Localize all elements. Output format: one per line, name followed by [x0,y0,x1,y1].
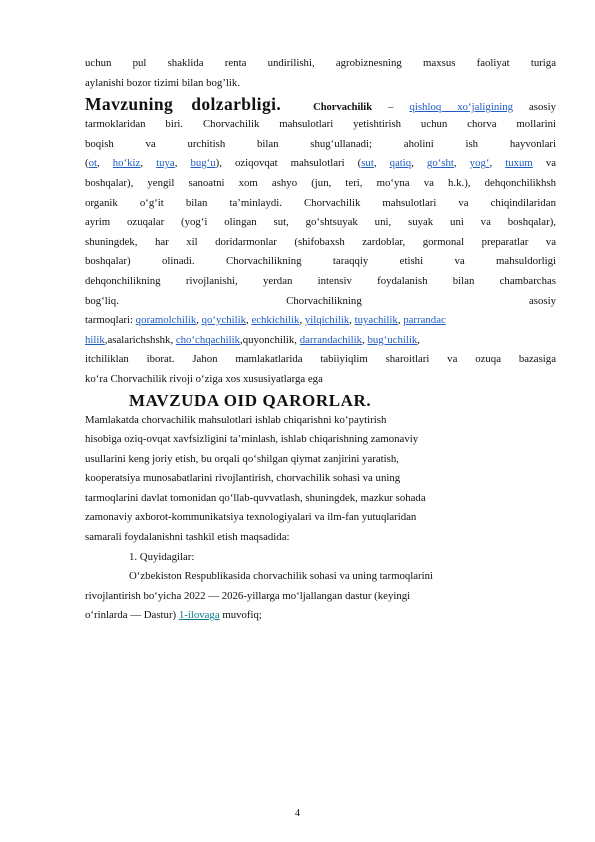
paragraph-line: boshqalar) olinadi. Chorvachilikning taraqqiy etishi va mahsuldorligi [85,255,556,268]
link-gosht[interactable]: go‘sht [426,157,454,170]
link-ot[interactable]: ot [88,157,98,170]
paragraph-line [85,292,556,312]
text-run: ), oziqovqat mahsulotlari ( [215,157,362,170]
word: Chorvachilikning [286,294,362,307]
section-heading-decisions: MAVZUDA OID QARORLAR. [129,390,372,410]
paragraph-line: hilik,asalarichshshk, cho‘chqachilik,quyonchilik, darrandachilik, bug‘uchilik, [85,333,420,346]
text-run: ( [85,157,89,170]
heading-relevance: Mavzuning dolzarbligi. [85,94,282,115]
paragraph-line: tarmoklaridan biri. Chorvachilik mahsulotlari yetishtirish uchun chorva mollarini [85,118,556,131]
text-run: muvofiq; [219,609,262,622]
paragraph-line: tarmoqlari: qoramolchilik, qo‘ychilik, echkichilik, yilqichilik, tuyachilik, parrandac [85,314,446,327]
link-parrandachilik-cont[interactable]: hilik [85,333,105,346]
paragraph-line: tarmoqlarini davlat tomonidan qo‘llab-quvvatlash, shuningdek, mazkur sohada [85,491,426,504]
paragraph-line [85,606,556,626]
link-yog[interactable]: yog‘ [469,157,490,170]
link-appendix-1[interactable]: 1-ilovaga [178,609,220,622]
paragraph-line: ayrim ozuqalar (yog‘i olingan sut, go‘shtsuyak uni, suyak uni va boshqalar), [85,216,556,229]
paragraph-line: itchiliklan iborat. Jahon mamlakatlarida tabiiyiqlim sharoitlari va ozuqa bazasiga [85,353,556,366]
link-agriculture[interactable]: qishloq xo‘jaligining [409,101,514,114]
paragraph-line: boqish va urchitish bilan shug‘ullanadi; aholini ish hayvonlari [85,137,556,150]
paragraph-line: shuningdek, har xil doridarmonlar (shifobaxsh zardoblar, gormonal preparatlar va [85,235,556,248]
word: asosiy [529,294,556,307]
link-qoramolchilik[interactable]: qoramolchilik [135,314,197,327]
paragraph-line: dehqonchilikning rivojlanishi, yerdan intensiv foydalanish bilan chambarchas [85,274,556,287]
section-heading-line [85,93,556,115]
link-echkichilik[interactable]: echkichilik [251,314,300,327]
word: bog‘liq. [85,294,119,307]
paragraph-line: samarali foydalanishni tashkil etish maqsadida: [85,531,290,544]
link-qoychilik[interactable]: qo‘ychilik [201,314,247,327]
paragraph-line: usullarini keng joriy etish, bu orqali qo‘shilgan qiymat zanjirini yaratish, [85,452,399,465]
link-hokiz[interactable]: ho‘kiz [112,157,141,170]
page-number: 4 [295,808,300,819]
paragraph-line: aylanishi bozor tizimi bilan bog’lik. [85,76,241,89]
link-darrandachilik[interactable]: darrandachilik [299,333,363,346]
text-run: o‘rinlarda — Dastur) [85,609,179,622]
list-item: 1. Quyidagilar: [129,550,195,563]
paragraph-line: uchun pul shaklida renta undirilishi, agrobiznesning maxsus faoliyat turiga [85,57,556,69]
paragraph-line: (ot, ho‘kiz, tuya, bug‘u), oziqovqat mahsulotlari (sut, qatiq, go‘sht, yog‘, tuxum va [85,157,556,170]
paragraph-line: kooperatsiya munosabatlarini rivojlantirish, chorvachilik sohasi va uning [85,472,401,485]
text-run: va [532,157,556,170]
link-parrandachilik[interactable]: parrandac [403,314,446,327]
link-tuxum[interactable]: tuxum [505,157,533,170]
link-bugu[interactable]: bug‘u [190,157,216,170]
paragraph-line: Mamlakatda chorvachilik mahsulotlari ishlab chiqarishni ko‘paytirish [85,413,387,426]
heading-term: Chorvachilik [313,102,373,114]
paragraph-line: rivojlantirish bo‘yicha 2022 — 2026-yillarga mo‘ljallangan dastur (keyingi [85,589,411,602]
link-tuyachilik[interactable]: tuyachilik [354,314,398,327]
link-tuya[interactable]: tuya [156,157,175,170]
text-run: ,asalarichshshk, [104,333,176,346]
word: asosiy [513,101,556,114]
paragraph-line: hisobiga oziq-ovqat xavfsizligini ta’minlash, ishlab chiqarishning zamonaviy [85,433,419,446]
paragraph-line: zamonaviy axborot-kommunikatsiya texnologiyalari va ilm-fan yutuqlaridan [85,511,417,524]
paragraph-line: boshqalar), yengil sanoatni xom ashyo (jun, teri, mo‘yna va h.k.), dehqonchilikhsh [85,176,556,189]
link-qatiq[interactable]: qatiq [389,157,412,170]
link-sut[interactable]: sut [361,157,374,170]
text-run: tarmoqlari: [85,314,136,327]
link-buguchilik[interactable]: bug‘uchilik [367,333,418,346]
text-run: ,quyonchilik, [240,333,300,346]
link-yilqichilik[interactable]: yilqichilik [304,314,350,327]
paragraph-line: organik o‘g‘it bilan ta’minlaydi. Chorvachilik mahsulotlari va chiqindilaridan [85,196,556,209]
paragraph-line: ko‘ra Chorvachilik rivoji o‘ziga xos xususiyatlarga ega [85,372,323,385]
dash: – [372,101,410,114]
link-chochqachilik[interactable]: cho‘chqachilik [175,333,241,346]
paragraph-line: O‘zbekiston Respublikasida chorvachilik sohasi va uning tarmoqlarini [129,570,434,583]
page-text [85,54,556,626]
text-run: , [417,333,420,346]
